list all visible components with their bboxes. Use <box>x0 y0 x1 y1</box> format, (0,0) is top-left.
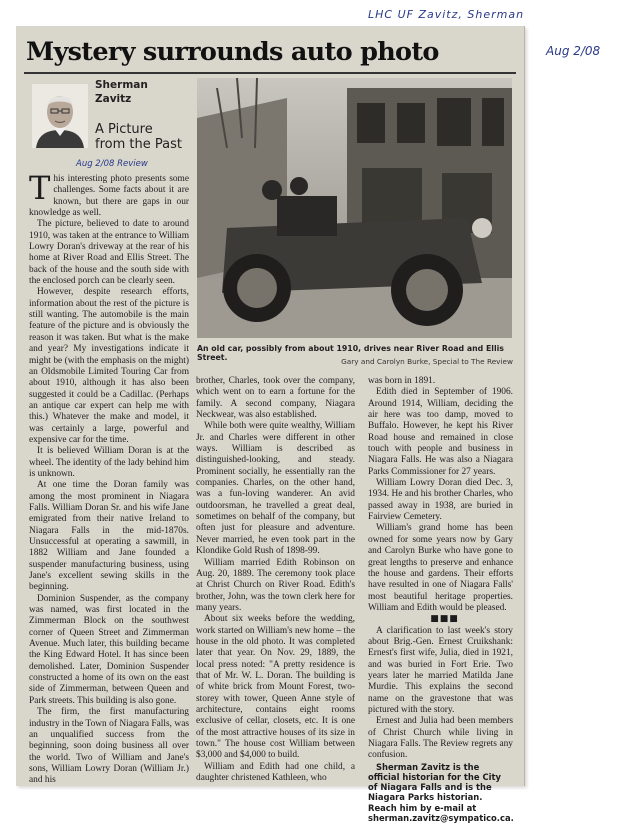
article-paragraph: William Lowry Doran died Dec. 3, 1934. He and his brother Charles, who passed away in 1938, are buried in Fairview Cemetery. <box>368 478 513 523</box>
article-paragraph: Dominion Suspender, as the company was named, was first located in the Zimmerman Block on the southwest corner of Queen Street and Zimmerman Avenue. Much later, this building became the King Edward Hotel. It has since been demolished. Later, Dominion Suspender constructed a home of its own on the east side of Zimmerman, between Queen and Park streets. This building is also gone. <box>29 593 189 706</box>
headline: Mystery surrounds auto photo <box>26 37 439 67</box>
photo-credit: Gary and Carolyn Burke, Special to The Review <box>341 357 513 366</box>
article-paragraph: Ernest and Julia had been members of Christ Church while living in Niagara Falls. The Review regrets any confusion. <box>368 716 513 761</box>
article-paragraph: William's grand home has been owned for some years now by Gary and Carolyn Burke who have gone to great lengths to preserve and enhance the house and gardens. Their efforts have resulted in one of Niagara Falls' most beautiful heritage properties. William and Edith would be pleased. <box>368 523 513 613</box>
article-paragraph: The firm, the first manufacturing industry in the Town of Niagara Falls, was an unqualified success from the beginning, soon doing business all over the world. Two of William and Jane's sons, William Lowry Doran (William Jr.) and his <box>29 707 189 786</box>
byline <box>95 78 148 106</box>
author-photo <box>32 84 88 148</box>
handwritten-review-note: Aug 2/08 Review <box>76 159 148 169</box>
article-paragraph: About six weeks before the wedding, work started on William's new home – the house in the old photo. It was completed later that year. On Nov. 29, 1889, the local press noted: "A pretty residence is that of Mr. W. L. Doran. The building is of white brick from Mount Forest, two-storey with tower, Queen Anne style of architecture, contains eight rooms exclusive of cellar, closets, etc. It is one of the most attractive houses of its size in town." The house cost William between $3,000 and $4,000 to build. <box>196 614 355 761</box>
author-first-name: Sherman <box>95 79 148 91</box>
author-tagline: Sherman Zavitz is the official historian for the City of Niagara Falls and is the Niagara Parks historian. Reach him by e-mail at sherman.zavitz@sympatico.ca. <box>368 761 514 823</box>
section-separator: ■■■ <box>430 614 459 625</box>
article-paragraph: William married Edith Robinson on Aug. 20, 1889. The ceremony took place at Christ Church on River Road. Edith's brother, John, was the town clerk here for many years. <box>196 557 355 613</box>
article-paragraph: While both were quite wealthy, William Jr. and Charles were different in other ways. William is described as distinguished-looking, and steady. Prominent socially, he essentially ran the companies. Charles, on the other hand, was a fun-loving wanderer. An avid outdoorsman, he travelled a great deal, sometimes on behalf of the company, but often just for pleasure and adventure. Never married, he even took part in the Klondike Gold Rush of 1898-99. <box>196 421 355 557</box>
article-paragraph: It is believed William Doran is at the wheel. The identity of the lady behind him is unknown. <box>29 446 189 479</box>
article-column-3 <box>368 376 513 823</box>
headline-rule <box>24 72 516 74</box>
article-paragraph: A clarification to last week's story about Brig.-Gen. Ernest Cruikshank: Ernest's first wife, Julia, died in 1921, and was buried in Fort Erie. Two years later he married Matilda Jane Murdie. This explains the second name on the gravestone that was pictured with the story. <box>368 625 513 715</box>
handwritten-archive-note: LHC UF Zavitz, Sherman <box>368 8 525 21</box>
photo-caption: An old car, possibly from about 1910, drives near River Road and Ellis Street. <box>197 344 504 362</box>
column-kicker <box>95 122 182 152</box>
archival-car-photo <box>197 78 512 338</box>
newspaper-clipping <box>16 26 525 823</box>
kicker-line-1: A Picture <box>95 122 153 137</box>
handwritten-date-note: Aug 2/08 <box>546 44 601 58</box>
article-column-1 <box>29 169 189 787</box>
article-column-2 <box>196 376 355 784</box>
article-paragraph: At one time the Doran family was among the most prominent in Niagara Falls. William Doran Sr. and his wife Jane emigrated from their native Ireland to Niagara Falls in the mid-1870s. Unsuccessful at operating a sawmill, in 1882 William and Jane founded a suspender manufacturing business, using Jane's excellent sewing skills in the beginning. <box>29 480 189 593</box>
article-paragraph: was born in 1891. <box>368 376 436 386</box>
kicker-line-2: from the Past <box>95 137 182 152</box>
article-paragraph: William and Edith had one child, a daughter christened Kathleen, who <box>196 761 355 784</box>
article-paragraph: However, despite research efforts, information about the rest of the picture is still wanting. The automobile is the main feature of the picture and is obviously the reason it was taken. But what is the make and year? My investigations indicate it might be (with the emphasis on the might) an Oldsmobile Limited Touring Car from about 1910, although it has also been suggested it could be a Cadillac. (Perhaps an antique car expert can help me with this.) Whatever the make and model, it was certainly a large, powerful and expensive car for the time. <box>29 287 189 445</box>
author-last-name: Zavitz <box>95 93 132 105</box>
article-paragraph: This interesting photo presents some challenges. Some facts about it are known, but there are gaps in our knowledge as well. <box>29 169 189 219</box>
article-paragraph: brother, Charles, took over the company, which went on to earn a fortune for the family. A second company, Niagara Neckwear, was also established. <box>196 376 355 421</box>
article-paragraph: Edith died in September of 1906. Around 1914, William, deciding the air here was too damp, moved to Buffalo. However, he kept his River Road house and remained in close touch with people and business in Niagara Falls. He was also a Niagara Parks Commissioner for 27 years. <box>368 387 513 477</box>
drop-cap: T <box>29 169 51 207</box>
article-paragraph: The picture, believed to date to around 1910, was taken at the entrance to William Lowry Doran's driveway at the rear of his home at River Road and Ellis Street. The back of the house and the south side with the enclosed porch can be clearly seen. <box>29 219 189 287</box>
